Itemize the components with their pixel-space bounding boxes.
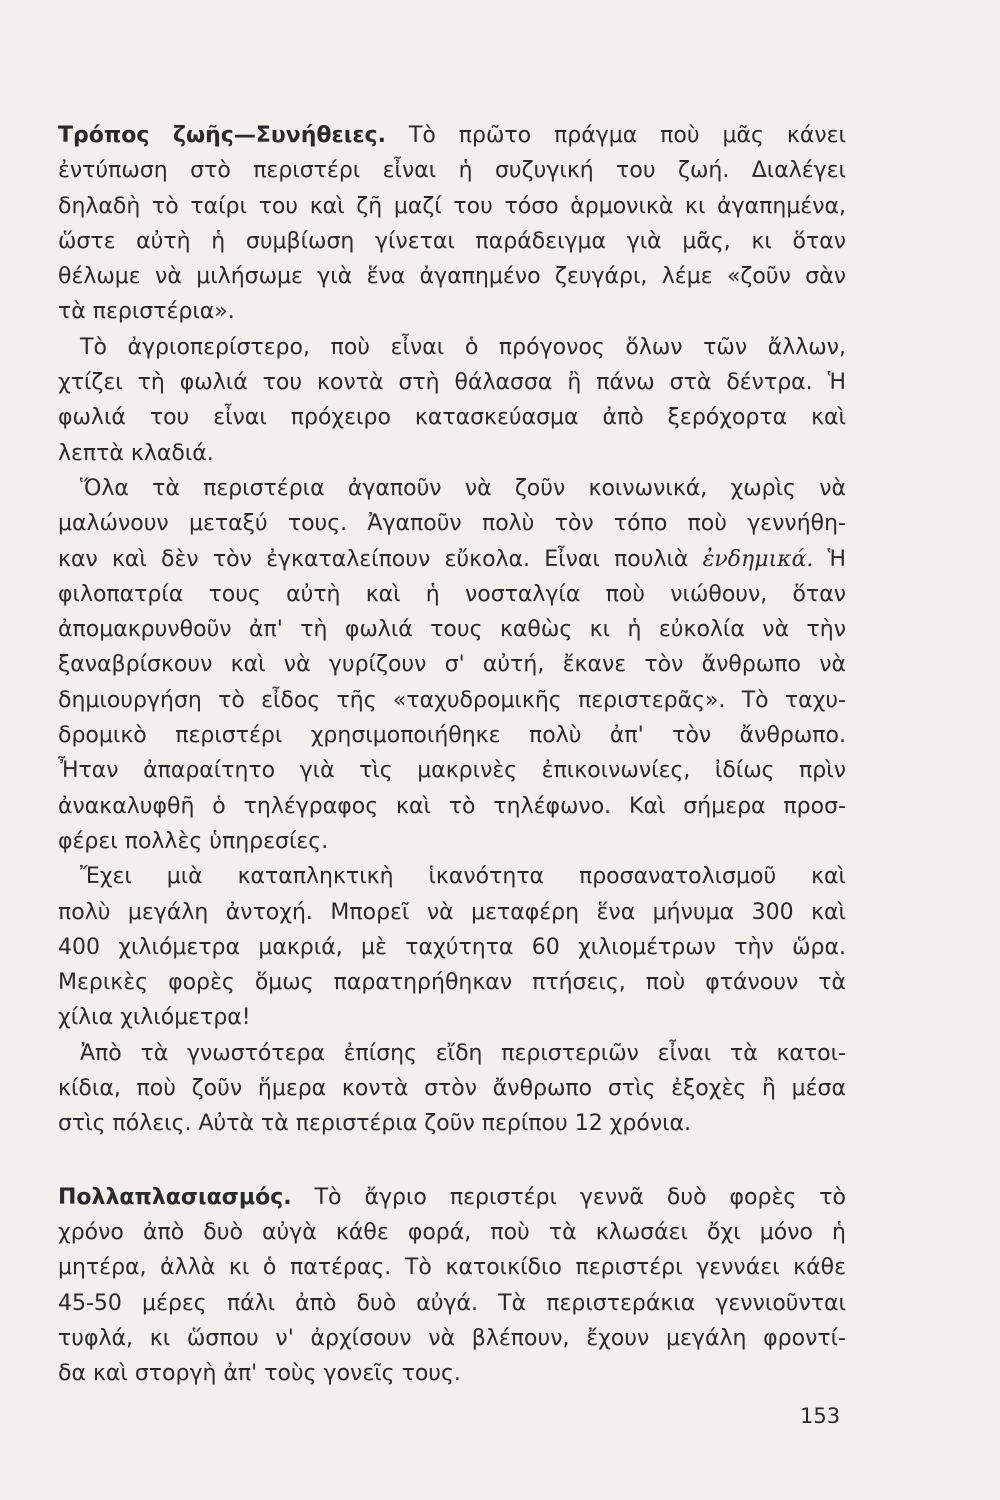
text-line: τὰ περιστέρια». bbox=[58, 299, 235, 325]
text-line: Μερικὲς φορὲς ὅμως παρατηρήθηκαν πτήσεις, ποὺ φτάνουν τὰ bbox=[58, 970, 846, 996]
text-line: χίλια χιλιόμετρα! bbox=[58, 1005, 251, 1031]
text-line: Ἀπὸ τὰ γνωστότερα ἐπίσης εἴδη περιστεριῶν εἶναι τὰ κατοι- bbox=[80, 1040, 846, 1066]
text-line: Ἔχει μιὰ καταπληκτικὴ ἱκανότητα προσανατολισμοῦ καὶ bbox=[80, 864, 846, 890]
page-number: 153 bbox=[800, 1404, 841, 1428]
section-spacer bbox=[58, 1142, 846, 1180]
italic-word: ἐνδημικά. bbox=[702, 546, 814, 572]
text-line: δρομικὸ περιστέρι χρησιμοποιήθηκε πολὺ ἀπ' τὸν ἄνθρωπο. bbox=[58, 723, 846, 749]
text-line: δημιουργήση τὸ εἶδος τῆς «ταχυδρομικῆς περιστερᾶς». Τὸ ταχυ- bbox=[58, 687, 846, 713]
text-line: φέρει πολλὲς ὑπηρεσίες. bbox=[58, 828, 329, 854]
text-line: ἐντύπωση στὸ περιστέρι εἶναι ἡ συζυγική του ζωή. Διαλέγει bbox=[58, 158, 846, 184]
text-line: δηλαδὴ τὸ ταίρι του καὶ ζῆ μαζί του τόσο ἁρμονικὰ κι ἀγαπημένα, bbox=[58, 193, 846, 219]
text-line: Ὅλα τὰ περιστέρια ἀγαποῦν νὰ ζοῦν κοινωνικά, χωρὶς νὰ bbox=[80, 475, 846, 501]
text-line: μαλώνουν μεταξύ τους. Ἀγαποῦν πολὺ τὸν τόπο ποὺ γεννήθη- bbox=[58, 511, 846, 537]
text-line: μητέρα, ἀλλὰ κι ὁ πατέρας. Τὸ κατοικίδιο περιστέρι γεννάει κάθε bbox=[58, 1255, 846, 1281]
section-heading-reproduction: Πολλαπλασιασμός. bbox=[58, 1184, 292, 1210]
section-heading-lifestyle: Τρόπος ζωῆς—Συνήθειες. bbox=[58, 123, 386, 148]
text-line: φιλοπατρία τους αὐτὴ καὶ ἡ νοσταλγία ποὺ νιώθουν, ὅταν bbox=[58, 581, 846, 607]
text-line: ἀπομακρυνθοῦν ἀπ' τὴ φωλιά τους καθὼς κι ἡ εὐκολία νὰ τὴν bbox=[58, 617, 846, 643]
text-line: ὥστε αὐτὴ ἡ συμβίωση γίνεται παράδειγμα γιὰ μᾶς, κι ὅταν bbox=[58, 228, 846, 254]
text-line: Ἦταν ἀπαραίτητο γιὰ τὶς μακρινὲς ἐπικοινωνίες, ἰδίως πρὶν bbox=[58, 758, 846, 784]
text-line: Πολλαπλασιασμός. Τὸ ἄγριο περιστέρι γεννᾶ δυὸ φορὲς τὸ bbox=[58, 1184, 846, 1210]
text-line: κίδια, ποὺ ζοῦν ἥμερα κοντὰ στὸν ἄνθρωπο στὶς ἐξοχὲς ἢ μέσα bbox=[58, 1076, 846, 1102]
text-line: Τρόπος ζωῆς—Συνήθειες. Τὸ πρῶτο πράγμα ποὺ μᾶς κάνει bbox=[58, 123, 846, 148]
text-line: θέλωμε νὰ μιλήσωμε γιὰ ἕνα ἀγαπημένο ζευγάρι, λέμε «ζοῦν σὰν bbox=[58, 264, 846, 290]
text-line: χτίζει τὴ φωλιά του κοντὰ στὴ θάλασσα ἢ πάνω στὰ δέντρα. Ἡ bbox=[58, 370, 846, 396]
text-line: Τὸ ἀγριοπερίστερο, ποὺ εἶναι ὁ πρόγονος ὅλων τῶν ἄλλων, bbox=[80, 334, 846, 360]
text-line: καν καὶ δὲν τὸν ἐγκαταλείπουν εὔκολα. Εἶναι πουλιὰ ἐνδημικά. Ἡ bbox=[58, 546, 846, 572]
text-line: φωλιά του εἶναι πρόχειρο κατασκεύασμα ἀπὸ ξερόχορτα καὶ bbox=[58, 405, 846, 431]
text-line: δα καὶ στοργὴ ἀπ' τοὺς γονεῖς τους. bbox=[58, 1361, 461, 1387]
text-line: τυφλά, κι ὥσπου ν' ἀρχίσουν νὰ βλέπουν, ἔχουν μεγάλη φροντί- bbox=[58, 1325, 846, 1351]
text-line: λεπτὰ κλαδιά. bbox=[58, 440, 214, 466]
text-line: ξαναβρίσκουν καὶ νὰ γυρίζουν σ' αὐτή, ἔκανε τὸν ἄνθρωπο νὰ bbox=[58, 652, 846, 678]
text-line: 400 χιλιόμετρα μακριά, μὲ ταχύτητα 60 χιλιομέτρων τὴν ὥρα. bbox=[58, 934, 846, 960]
page-body bbox=[58, 118, 846, 1391]
text-line: χρόνο ἀπὸ δυὸ αὐγὰ κάθε φορά, ποὺ τὰ κλωσάει ὄχι μόνο ἡ bbox=[58, 1219, 846, 1245]
text-line: ἀνακαλυφθῆ ὁ τηλέγραφος καὶ τὸ τηλέφωνο. Καὶ σήμερα προσ- bbox=[58, 793, 846, 819]
text-line: πολὺ μεγάλη ἀντοχή. Μπορεῖ νὰ μεταφέρη ἕνα μήνυμα 300 καὶ bbox=[58, 899, 846, 925]
text-line: στὶς πόλεις. Αὐτὰ τὰ περιστέρια ζοῦν περίπου 12 χρόνια. bbox=[58, 1111, 692, 1137]
text-line: 45-50 μέρες πάλι ἀπὸ δυὸ αὐγά. Τὰ περιστεράκια γεννιοῦνται bbox=[58, 1290, 846, 1316]
